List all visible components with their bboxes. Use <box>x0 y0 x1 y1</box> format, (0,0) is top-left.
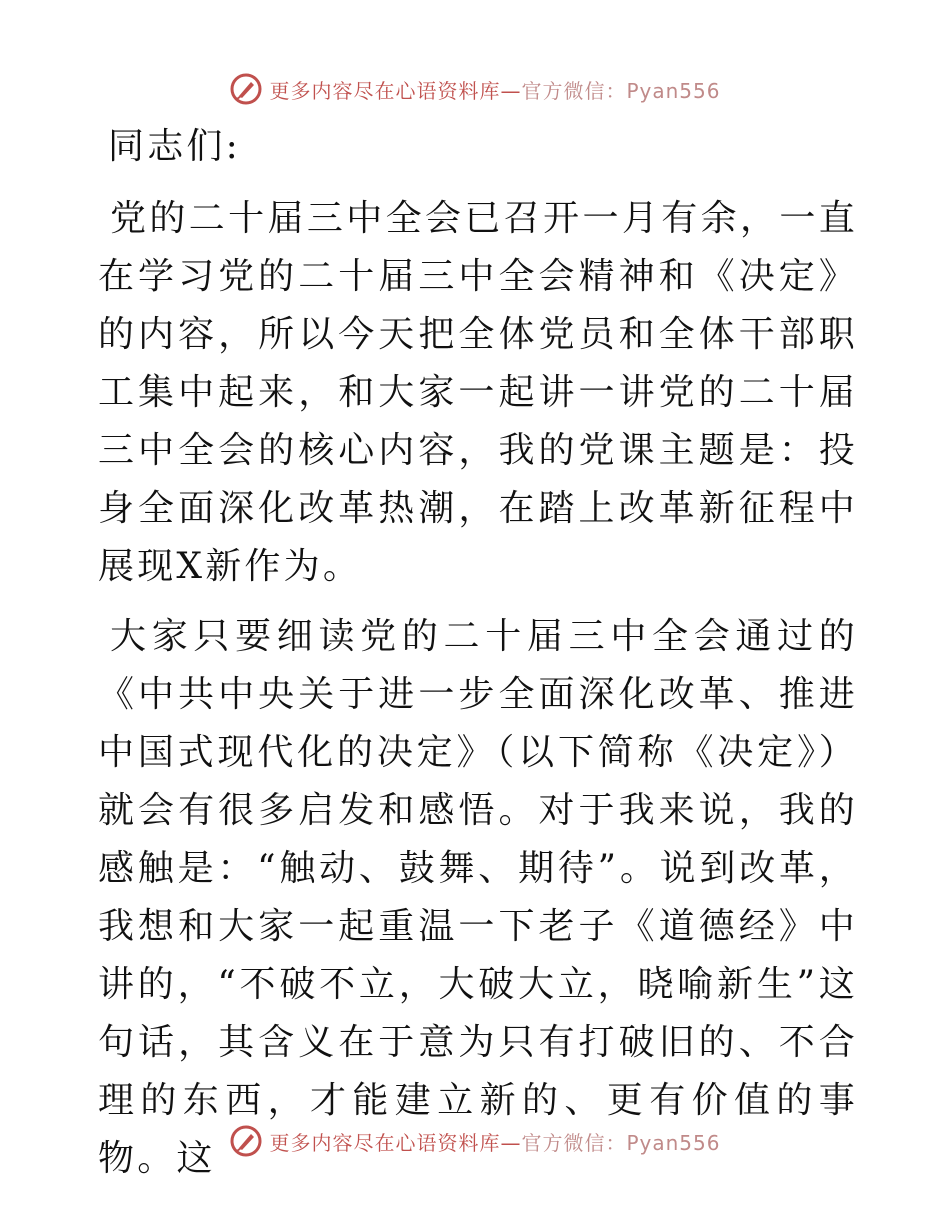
header-watermark <box>0 72 950 106</box>
watermark-text <box>269 75 720 104</box>
watermark-wechat-text: 官方微信：Pyan556 <box>521 78 721 103</box>
watermark-wechat-text: 官方微信：Pyan556 <box>521 1130 721 1155</box>
quill-seal-icon <box>229 1124 263 1158</box>
document-body <box>98 118 858 1200</box>
watermark-site-text: 更多内容尽在心语资料库— <box>269 78 522 103</box>
quill-seal-icon <box>229 72 263 106</box>
paragraph-2: 大家只要细读党的二十届三中全会通过的《中共中央关于进一步全面深化改革、推进中国式现代化的决定》（以下简称《决定》）就会有很多启发和感悟。对于我来说，我的感触是：“触动、鼓舞、期待”。说到改革，我想和大家一起重温一下老子《道德经》中讲的，“不破不立，大破大立，晓喻新生”这句话，其含义在于意为只有打破旧的、不合理的东西，才能建立新的、更有价值的事物。这 <box>98 616 858 1179</box>
paragraph-1: 党的二十届三中全会已召开一月有余，一直在学习党的二十届三中全会精神和《决定》的内容，所以今天把全体党员和全体干部职工集中起来，和大家一起讲一讲党的二十届三中全会的核心内容，我的党课主题是：投身全面深化改革热潮，在踏上改革新征程中展现X新作为。 <box>98 198 858 587</box>
footer-watermark <box>0 1124 950 1158</box>
greeting: 同志们: <box>108 126 241 167</box>
watermark-site-text: 更多内容尽在心语资料库— <box>269 1130 522 1155</box>
watermark-text <box>269 1127 720 1156</box>
